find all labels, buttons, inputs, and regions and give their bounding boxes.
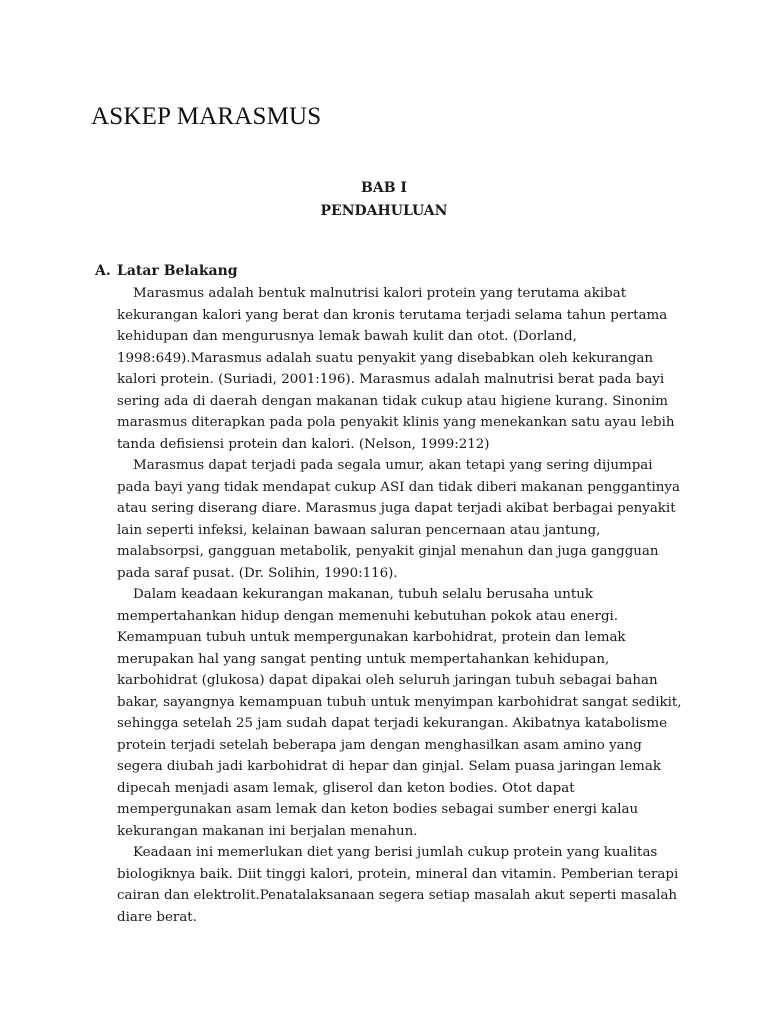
chapter-title: PENDAHULUAN (320, 203, 448, 219)
paragraph: Marasmus adalah bentuk malnutrisi kalori protein yang terutama akibat kekurangan kalori yang berat dan kronis terutama terjadi selama tahun pertama kehidupan dan mengurusnya lemak bawah kulit dan otot. (Dorland, 1998:649).Marasmus adalah suatu penyakit yang disebabkan oleh kekurangan kalori protein. (Suriadi, 2001:196). Marasmus adalah malnutrisi berat pada bayi sering ada di daerah dengan makanan tidak cukup atau higiene kurang. Sinonim marasmus diterapkan pada pola penyakit klinis yang menekankan satu ayau lebih tanda defisiensi protein dan kalori. (Nelson, 1999:212) (117, 286, 675, 452)
document-title: ASKEP MARASMUS (91, 103, 322, 130)
chapter-number: BAB I (361, 180, 407, 196)
paragraph: Marasmus dapat terjadi pada segala umur, akan tetapi yang sering dijumpai pada bayi yang tidak mendapat cukup ASI dan tidak diberi makanan penggantinya atau sering diserang diare. Marasmus juga dapat terjadi akibat berbagai penyakit lain seperti infeksi, kelainan bawaan saluran pencernaan atau jantung, malabsorpsi, gangguan metabolik, penyakit ginjal menahun dan juga gangguan pada saraf pusat. (Dr. Solihin, 1990:116). (117, 458, 680, 581)
section-body (117, 283, 682, 928)
paragraph: Keadaan ini memerlukan diet yang berisi jumlah cukup protein yang kualitas biologiknya baik. Diit tinggi kalori, protein, mineral dan vitamin. Pemberian terapi cairan dan elektrolit.Penatalaksanaan segera setiap masalah akut seperti masalah diare berat. (117, 845, 679, 925)
section-letter: A. (95, 263, 111, 279)
paragraph: Dalam keadaan kekurangan makanan, tubuh selalu berusaha untuk mempertahankan hidup dengan memenuhi kebutuhan pokok atau energi. Kemampuan tubuh untuk mempergunakan karbohidrat, protein dan lemak merupakan hal yang sangat penting untuk mempertahankan kehidupan, karbohidrat (glukosa) dapat dipakai oleh seluruh jaringan tubuh sebagai bahan bakar, sayangnya kemampuan tubuh untuk menyimpan karbohidrat sangat sedikit, sehingga setelah 25 jam sudah dapat terjadi kekurangan. Akibatnya katabolisme protein terjadi setelah beberapa jam dengan menghasilkan asam amino yang segera diubah jadi karbohidrat di hepar dan ginjal. Selam puasa jaringan lemak dipecah menjadi asam lemak, gliserol dan keton bodies. Otot dapat mempergunakan asam lemak dan keton bodies sebagai sumber energi kalau kekurangan makanan ini berjalan menahun. (117, 587, 682, 839)
section-title: Latar Belakang (117, 263, 238, 279)
chapter-heading (0, 177, 768, 223)
section-heading (95, 261, 238, 282)
